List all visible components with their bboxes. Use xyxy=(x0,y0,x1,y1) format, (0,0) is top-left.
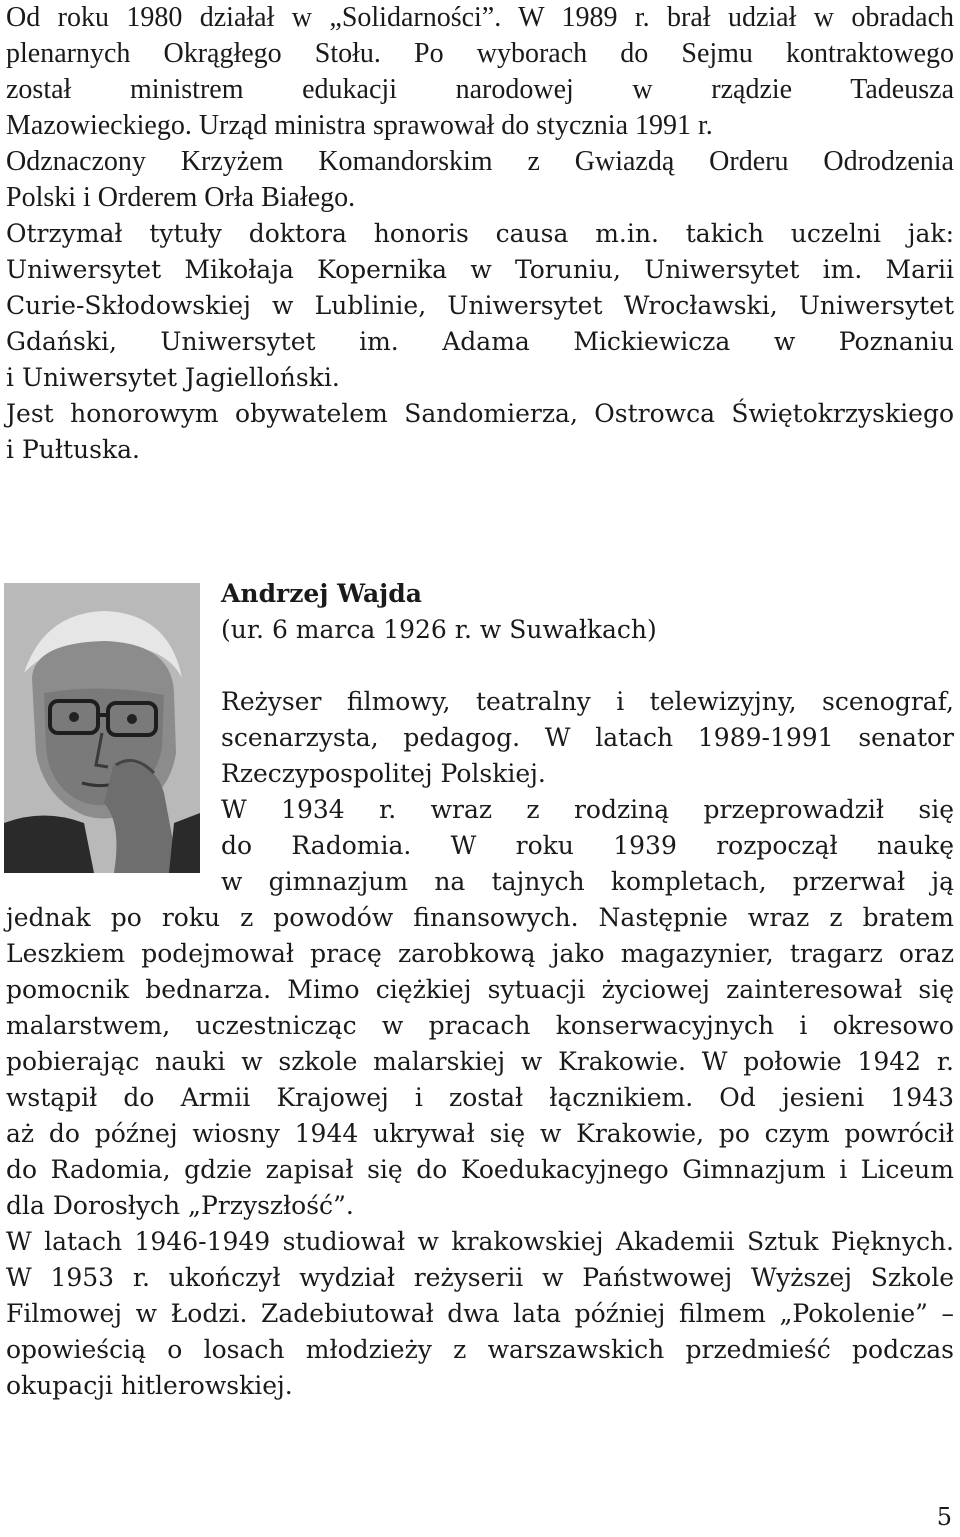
intro-line-10: Gdański, Uniwersytet im. Adama Mickiewicza w Poznaniu xyxy=(6,327,954,356)
bio-line-2: scenarzysta, pedagog. W latach 1989-1991 senator xyxy=(221,723,954,752)
intro-line-2: plenarnych Okrągłego Stołu. Po wyborach do Sejmu kontraktowego xyxy=(6,38,954,69)
intro-line-7: Otrzymał tytuły doktora honoris causa m.in. takich uczelni jak: xyxy=(6,219,954,248)
bio-line-14: do Radomia, gdzie zapisał się do Koedukacyjnego Gimnazjum i Liceum xyxy=(6,1155,954,1184)
bio-line-6: w gimnazjum na tajnych kompletach, przerwał ją xyxy=(221,867,954,896)
bio-line-20: okupacji hitlerowskiej. xyxy=(6,1371,293,1400)
intro-line-12: Jest honorowym obywatelem Sandomierza, Ostrowca Świętokrzyskiego xyxy=(6,399,954,428)
profile-name: Andrzej Wajda xyxy=(221,579,422,608)
bio-line-18: Filmowej w Łodzi. Zadebiutował dwa lata później filmem „Pokolenie” – xyxy=(6,1299,954,1328)
bio-line-16: W latach 1946-1949 studiował w krakowskiej Akademii Sztuk Pięknych. xyxy=(6,1227,954,1256)
bio-line-7: jednak po roku z powodów finansowych. Następnie wraz z bratem xyxy=(6,903,954,932)
intro-line-8: Uniwersytet Mikołaja Kopernika w Toruniu, Uniwersytet im. Marii xyxy=(6,255,954,284)
intro-line-9: Curie-Skłodowskiej w Lublinie, Uniwersytet Wrocławski, Uniwersytet xyxy=(6,291,954,320)
intro-line-13: i Pułtuska. xyxy=(6,435,140,464)
bio-line-19: opowieścią o losach młodzieży z warszawskich przedmieść podczas xyxy=(6,1335,954,1364)
bio-line-9: pomocnik bednarza. Mimo ciężkiej sytuacji życiowej zainteresował się xyxy=(6,975,954,1004)
bio-line-11: pobierając nauki w szkole malarskiej w Krakowie. W połowie 1942 r. xyxy=(6,1047,954,1076)
portrait-photo-icon xyxy=(4,583,200,873)
intro-line-1: Od roku 1980 działał w „Solidarności”. W 1989 r. brał udział w obradach xyxy=(6,2,954,33)
bio-line-3: Rzeczypospolitej Polskiej. xyxy=(221,759,546,788)
bio-line-1: Reżyser filmowy, teatralny i telewizyjny, scenograf, xyxy=(221,687,954,716)
portrait-photo xyxy=(4,583,200,873)
intro-line-5: Odznaczony Krzyżem Komandorskim z Gwiazdą Orderu Odrodzenia xyxy=(6,146,954,177)
page-number: 5 xyxy=(936,1503,952,1531)
profile-birth: (ur. 6 marca 1926 r. w Suwałkach) xyxy=(221,615,657,644)
intro-line-6: Polski i Orderem Orła Białego. xyxy=(6,182,356,213)
bio-line-8: Leszkiem podejmował pracę zarobkową jako magazynier, tragarz oraz xyxy=(6,939,954,968)
bio-line-13: aż do późnej wiosny 1944 ukrywał się w Krakowie, po czym powrócił xyxy=(6,1119,954,1148)
bio-line-17: W 1953 r. ukończył wydział reżyserii w Państwowej Wyższej Szkole xyxy=(6,1263,954,1292)
bio-line-4: W 1934 r. wraz z rodziną przeprowadził się xyxy=(221,795,954,824)
bio-line-15: dla Dorosłych „Przyszłość”. xyxy=(6,1191,354,1220)
intro-line-3: został ministrem edukacji narodowej w rządzie Tadeusza xyxy=(6,74,954,105)
bio-line-5: do Radomia. W roku 1939 rozpoczął naukę xyxy=(221,831,954,860)
bio-line-12: wstąpił do Armii Krajowej i został łącznikiem. Od jesieni 1943 xyxy=(6,1083,954,1112)
intro-line-4: Mazowieckiego. Urząd ministra sprawował do stycznia 1991 r. xyxy=(6,110,713,141)
intro-line-11: i Uniwersytet Jagielloński. xyxy=(6,363,340,392)
bio-line-10: malarstwem, uczestnicząc w pracach konserwacyjnych i okresowo xyxy=(6,1011,954,1040)
